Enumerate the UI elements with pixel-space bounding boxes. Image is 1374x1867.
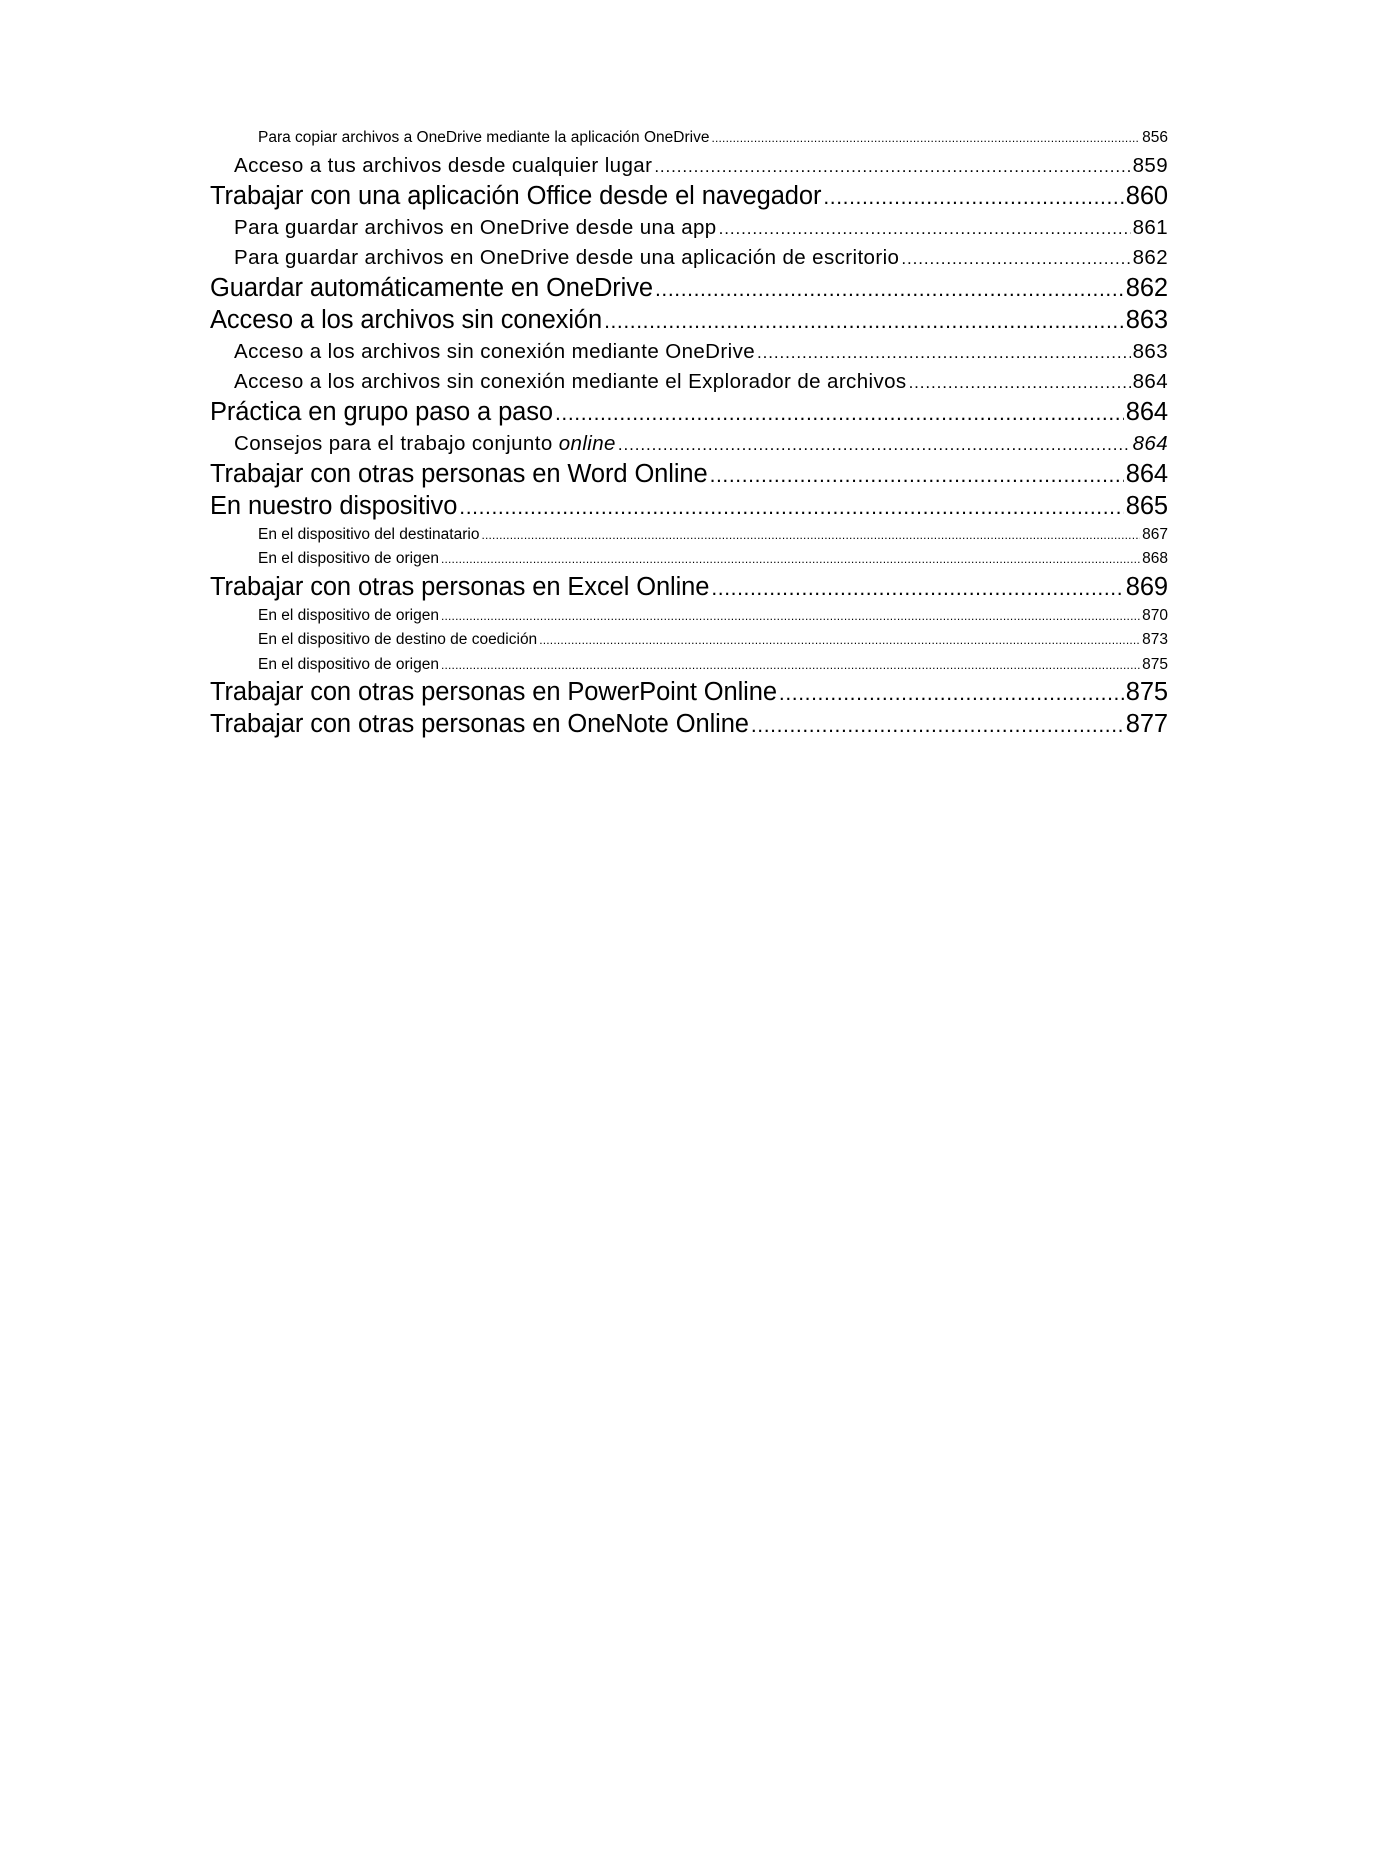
toc-entry-page: 862	[1132, 245, 1168, 269]
toc-entry[interactable]	[210, 305, 1168, 337]
toc-entry-title: Trabajar con otras personas en Excel Online	[210, 572, 710, 601]
toc-entry-title: En el dispositivo de origen	[258, 606, 439, 624]
toc-entry-title: Guardar automáticamente en OneDrive	[210, 273, 653, 302]
toc-entry-title: En nuestro dispositivo	[210, 491, 458, 520]
toc-entry-page: 864	[1132, 431, 1168, 455]
toc-entry-page: 862	[1125, 273, 1168, 302]
dot-leader	[481, 524, 1140, 548]
toc-entry-page: 873	[1142, 631, 1168, 648]
toc-entry-title: Acceso a tus archivos desde cualquier lugar	[234, 153, 653, 177]
dot-leader	[711, 573, 1123, 604]
dot-leader	[604, 306, 1124, 337]
toc-entry-page: 865	[1125, 491, 1168, 520]
dot-leader	[823, 182, 1123, 213]
dot-leader	[618, 430, 1131, 459]
toc-entry-page: 864	[1125, 459, 1168, 488]
dot-leader	[655, 274, 1124, 305]
toc-entry-page: 863	[1125, 305, 1168, 334]
toc-entry[interactable]	[210, 653, 1168, 678]
toc-entry[interactable]	[210, 709, 1168, 741]
dot-leader	[441, 548, 1140, 572]
toc-entry-title-text: Consejos para el trabajo conjunto	[234, 431, 553, 455]
toc-entry-page: 877	[1125, 710, 1168, 738]
dot-leader	[710, 460, 1124, 491]
toc-entry[interactable]	[210, 213, 1168, 243]
toc-entry[interactable]	[210, 572, 1168, 604]
toc-entry-page: 875	[1142, 655, 1168, 673]
toc-entry-title: Trabajar con otras personas en Word Online	[210, 459, 708, 488]
toc-entry[interactable]	[210, 429, 1168, 459]
dot-leader	[555, 398, 1124, 429]
toc-entry-title: Trabajar con una aplicación Office desde el navegador	[210, 181, 822, 210]
toc-entry-page: 868	[1142, 550, 1168, 567]
toc-entry-page: 859	[1132, 153, 1168, 177]
toc-entry-title: Para copiar archivos a OneDrive mediante la aplicación OneDrive	[258, 129, 710, 146]
toc-entry-page: 869	[1125, 572, 1168, 601]
dot-leader	[441, 654, 1140, 678]
toc-entry-title: Trabajar con otras personas en PowerPoint Online	[210, 678, 777, 706]
toc-entry-page: 861	[1132, 215, 1168, 239]
toc-entry-title: En el dispositivo de origen	[258, 655, 439, 673]
toc-entry[interactable]	[210, 337, 1168, 367]
dot-leader	[539, 629, 1140, 653]
toc-entry[interactable]	[210, 628, 1168, 653]
toc-entry-page: 856	[1142, 129, 1168, 146]
toc-entry[interactable]	[210, 547, 1168, 572]
dot-leader	[901, 244, 1130, 273]
dot-leader	[441, 605, 1140, 629]
toc-entry[interactable]	[210, 491, 1168, 523]
toc-entry[interactable]	[210, 459, 1168, 491]
dot-leader	[654, 152, 1130, 181]
toc-entry-title: En el dispositivo de origen	[258, 550, 439, 567]
table-of-contents	[210, 126, 1168, 741]
dot-leader	[711, 127, 1140, 151]
toc-entry[interactable]	[210, 151, 1168, 181]
toc-entry[interactable]	[210, 677, 1168, 709]
toc-entry[interactable]	[210, 523, 1168, 548]
dot-leader	[757, 338, 1131, 367]
toc-entry-title: En el dispositivo del destinatario	[258, 525, 480, 543]
dot-leader	[459, 492, 1123, 523]
dot-leader	[751, 710, 1124, 741]
toc-entry-title: Para guardar archivos en OneDrive desde una app	[234, 215, 717, 239]
toc-entry[interactable]	[210, 126, 1168, 151]
toc-entry-title: Acceso a los archivos sin conexión mediante el Explorador de archivos	[234, 369, 907, 393]
toc-entry[interactable]	[210, 181, 1168, 213]
toc-entry-title: Trabajar con otras personas en OneNote Online	[210, 710, 749, 738]
toc-entry-title: Acceso a los archivos sin conexión	[210, 305, 603, 334]
toc-entry-title: En el dispositivo de destino de coedición	[258, 631, 538, 648]
toc-entry-title	[234, 429, 616, 458]
dot-leader	[909, 368, 1131, 397]
toc-entry-page: 870	[1142, 606, 1168, 624]
toc-entry-title: Acceso a los archivos sin conexión mediante OneDrive	[234, 339, 756, 363]
toc-entry-page: 875	[1125, 678, 1168, 706]
toc-entry[interactable]	[210, 273, 1168, 305]
dot-leader	[719, 214, 1131, 243]
toc-entry-page: 867	[1142, 525, 1168, 543]
toc-entry-page: 864	[1132, 369, 1168, 393]
toc-entry-page: 863	[1132, 339, 1168, 363]
toc-entry-page: 864	[1125, 397, 1168, 426]
toc-entry[interactable]	[210, 604, 1168, 629]
dot-leader	[779, 678, 1124, 709]
toc-entry-page: 860	[1125, 181, 1168, 210]
toc-entry[interactable]	[210, 243, 1168, 273]
toc-entry-title-italic: online	[558, 431, 616, 455]
toc-entry-title: Práctica en grupo paso a paso	[210, 397, 553, 426]
toc-entry-title: Para guardar archivos en OneDrive desde una aplicación de escritorio	[234, 245, 900, 269]
toc-entry[interactable]	[210, 397, 1168, 429]
toc-entry[interactable]	[210, 367, 1168, 397]
